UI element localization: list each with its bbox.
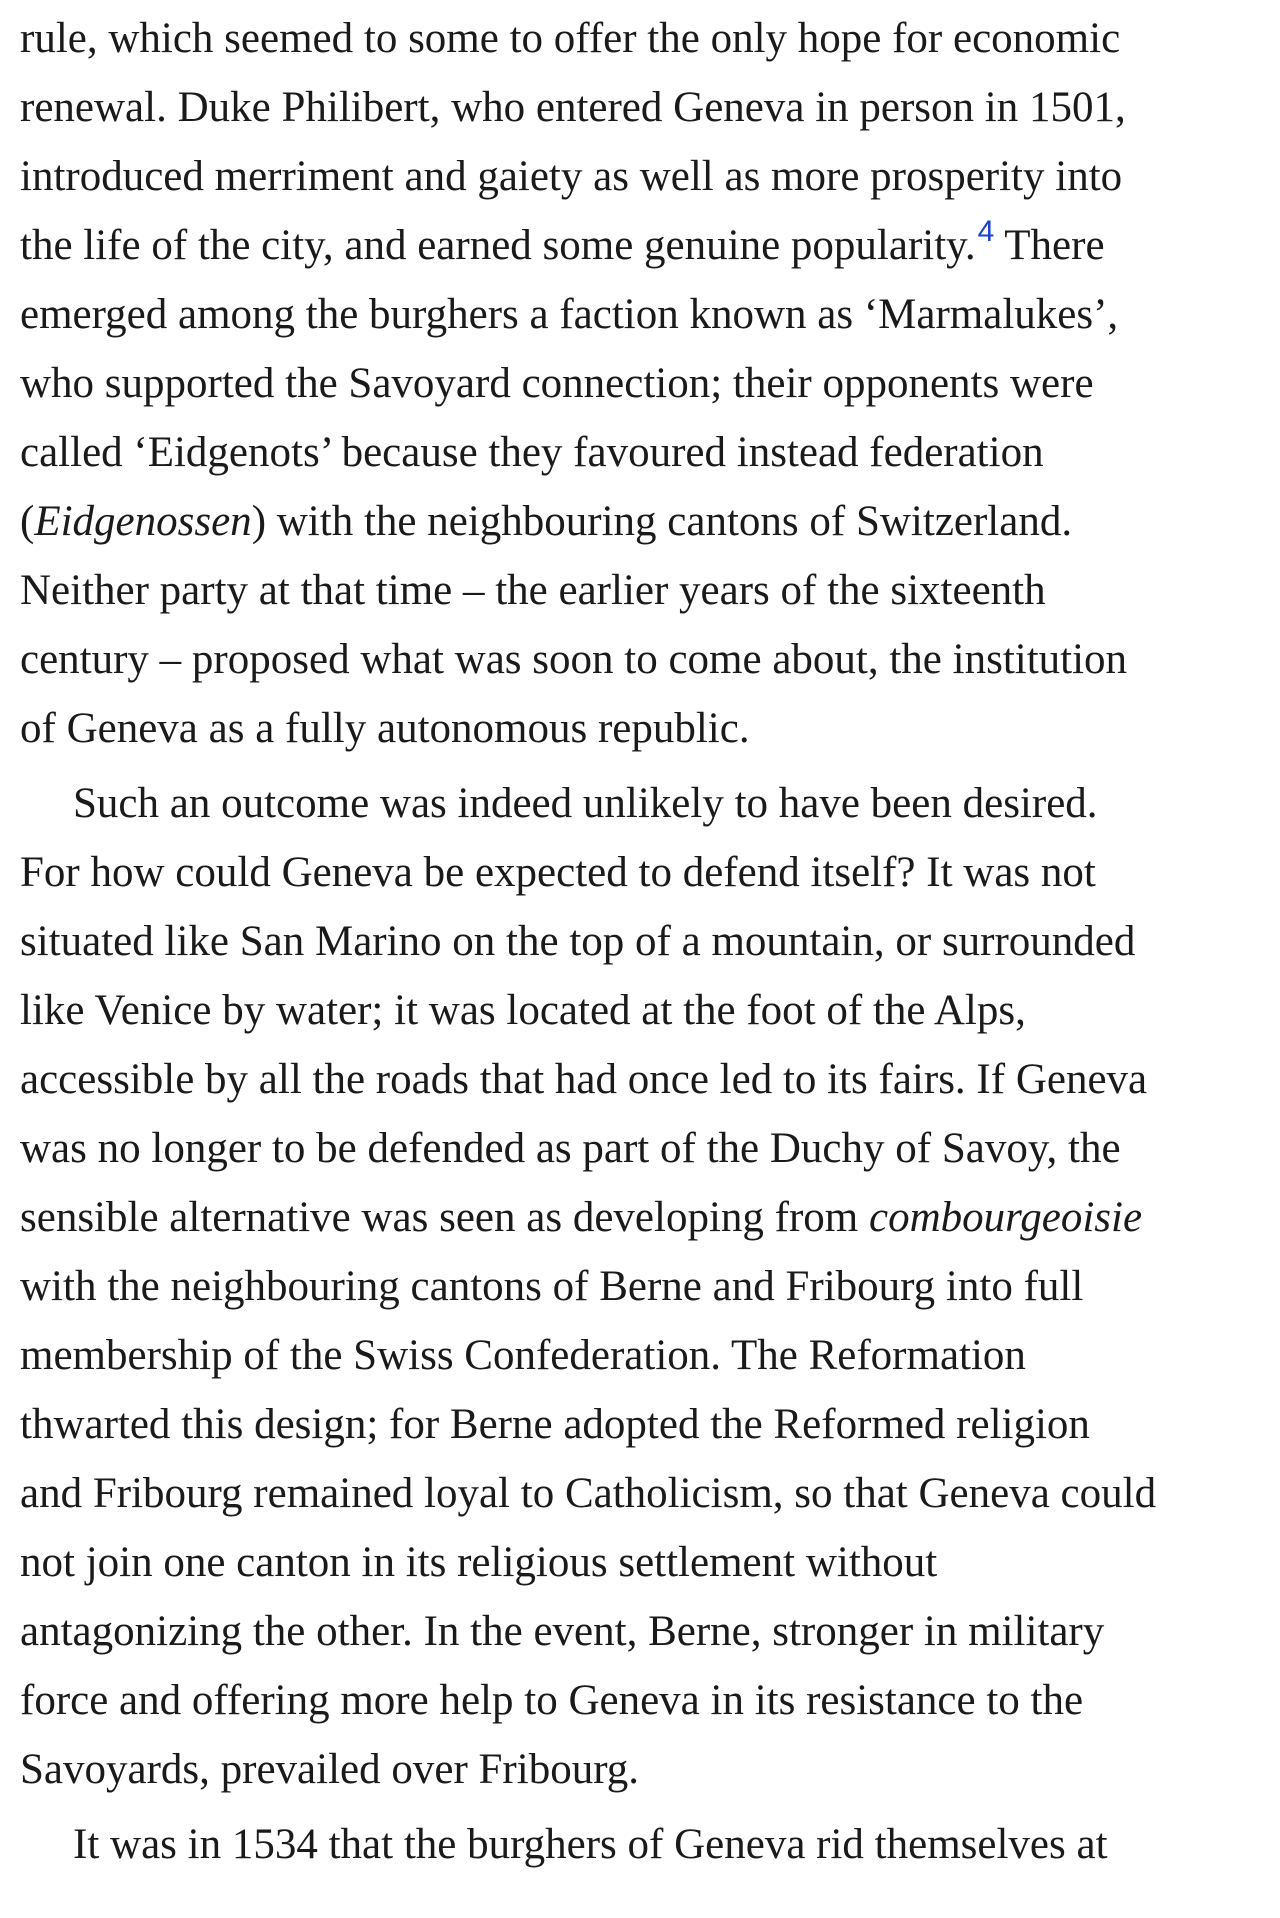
text-segment: the life of the city, and earned some genuine popularity.	[20, 222, 976, 269]
text-line: like Venice by water; it was located at the foot of the Alps,	[20, 987, 1026, 1034]
footnote-reference-link[interactable]: 4	[977, 215, 995, 248]
text-line	[20, 1183, 1260, 1252]
text-line-indented: It was in 1534 that the burghers of Geneva rid themselves at	[73, 1821, 1108, 1868]
text-line: Neither party at that time – the earlier years of the sixteenth	[20, 567, 1046, 614]
text-line: membership of the Swiss Confederation. The Reformation	[20, 1332, 1026, 1379]
text-line: of Geneva as a fully autonomous republic.	[20, 705, 750, 752]
text-line: who supported the Savoyard connection; their opponents were	[20, 360, 1094, 407]
text-line-indented: Such an outcome was indeed unlikely to have been desired.	[73, 780, 1098, 827]
italic-term: combourgeoisie	[868, 1194, 1143, 1241]
text-line: situated like San Marino on the top of a mountain, or surrounded	[20, 918, 1136, 965]
paragraph-2	[0, 769, 1280, 1804]
text-segment: There	[994, 222, 1105, 269]
text-line: called ‘Eidgenots’ because they favoured instead federation	[20, 429, 1044, 476]
text-segment: (	[20, 498, 35, 545]
text-line: century – proposed what was soon to come about, the institution	[20, 636, 1128, 683]
text-line: rule, which seemed to some to offer the only hope for economic	[20, 15, 1121, 62]
text-line: not join one canton in its religious settlement without	[20, 1539, 938, 1586]
text-line	[20, 211, 1260, 280]
text-line: and Fribourg remained loyal to Catholicism, so that Geneva could	[20, 1470, 1157, 1517]
text-line: emerged among the burghers a faction known as ‘Marmalukes’,	[20, 291, 1119, 338]
text-line: For how could Geneva be expected to defend itself? It was not	[20, 849, 1096, 896]
text-line: with the neighbouring cantons of Berne and Fribourg into full	[20, 1263, 1084, 1310]
text-line: antagonizing the other. In the event, Berne, stronger in military	[20, 1608, 1105, 1655]
text-line: thwarted this design; for Berne adopted the Reformed religion	[20, 1401, 1090, 1448]
text-line: Savoyards, prevailed over Fribourg.	[20, 1746, 639, 1793]
paragraph-3	[0, 1810, 1280, 1879]
text-line: was no longer to be defended as part of the Duchy of Savoy, the	[20, 1125, 1121, 1172]
text-line: accessible by all the roads that had once led to its fairs. If Geneva	[20, 1056, 1148, 1103]
text-segment: sensible alternative was seen as developing from	[20, 1194, 869, 1241]
text-line: renewal. Duke Philibert, who entered Geneva in person in 1501,	[20, 84, 1126, 131]
text-segment: ) with the neighbouring cantons of Switzerland.	[251, 498, 1073, 545]
paragraph-1	[0, 4, 1280, 763]
text-line: force and offering more help to Geneva in its resistance to the	[20, 1677, 1084, 1724]
text-line: introduced merriment and gaiety as well as more prosperity into	[20, 153, 1123, 200]
text-line	[20, 487, 1260, 556]
italic-term: Eidgenossen	[34, 498, 252, 545]
